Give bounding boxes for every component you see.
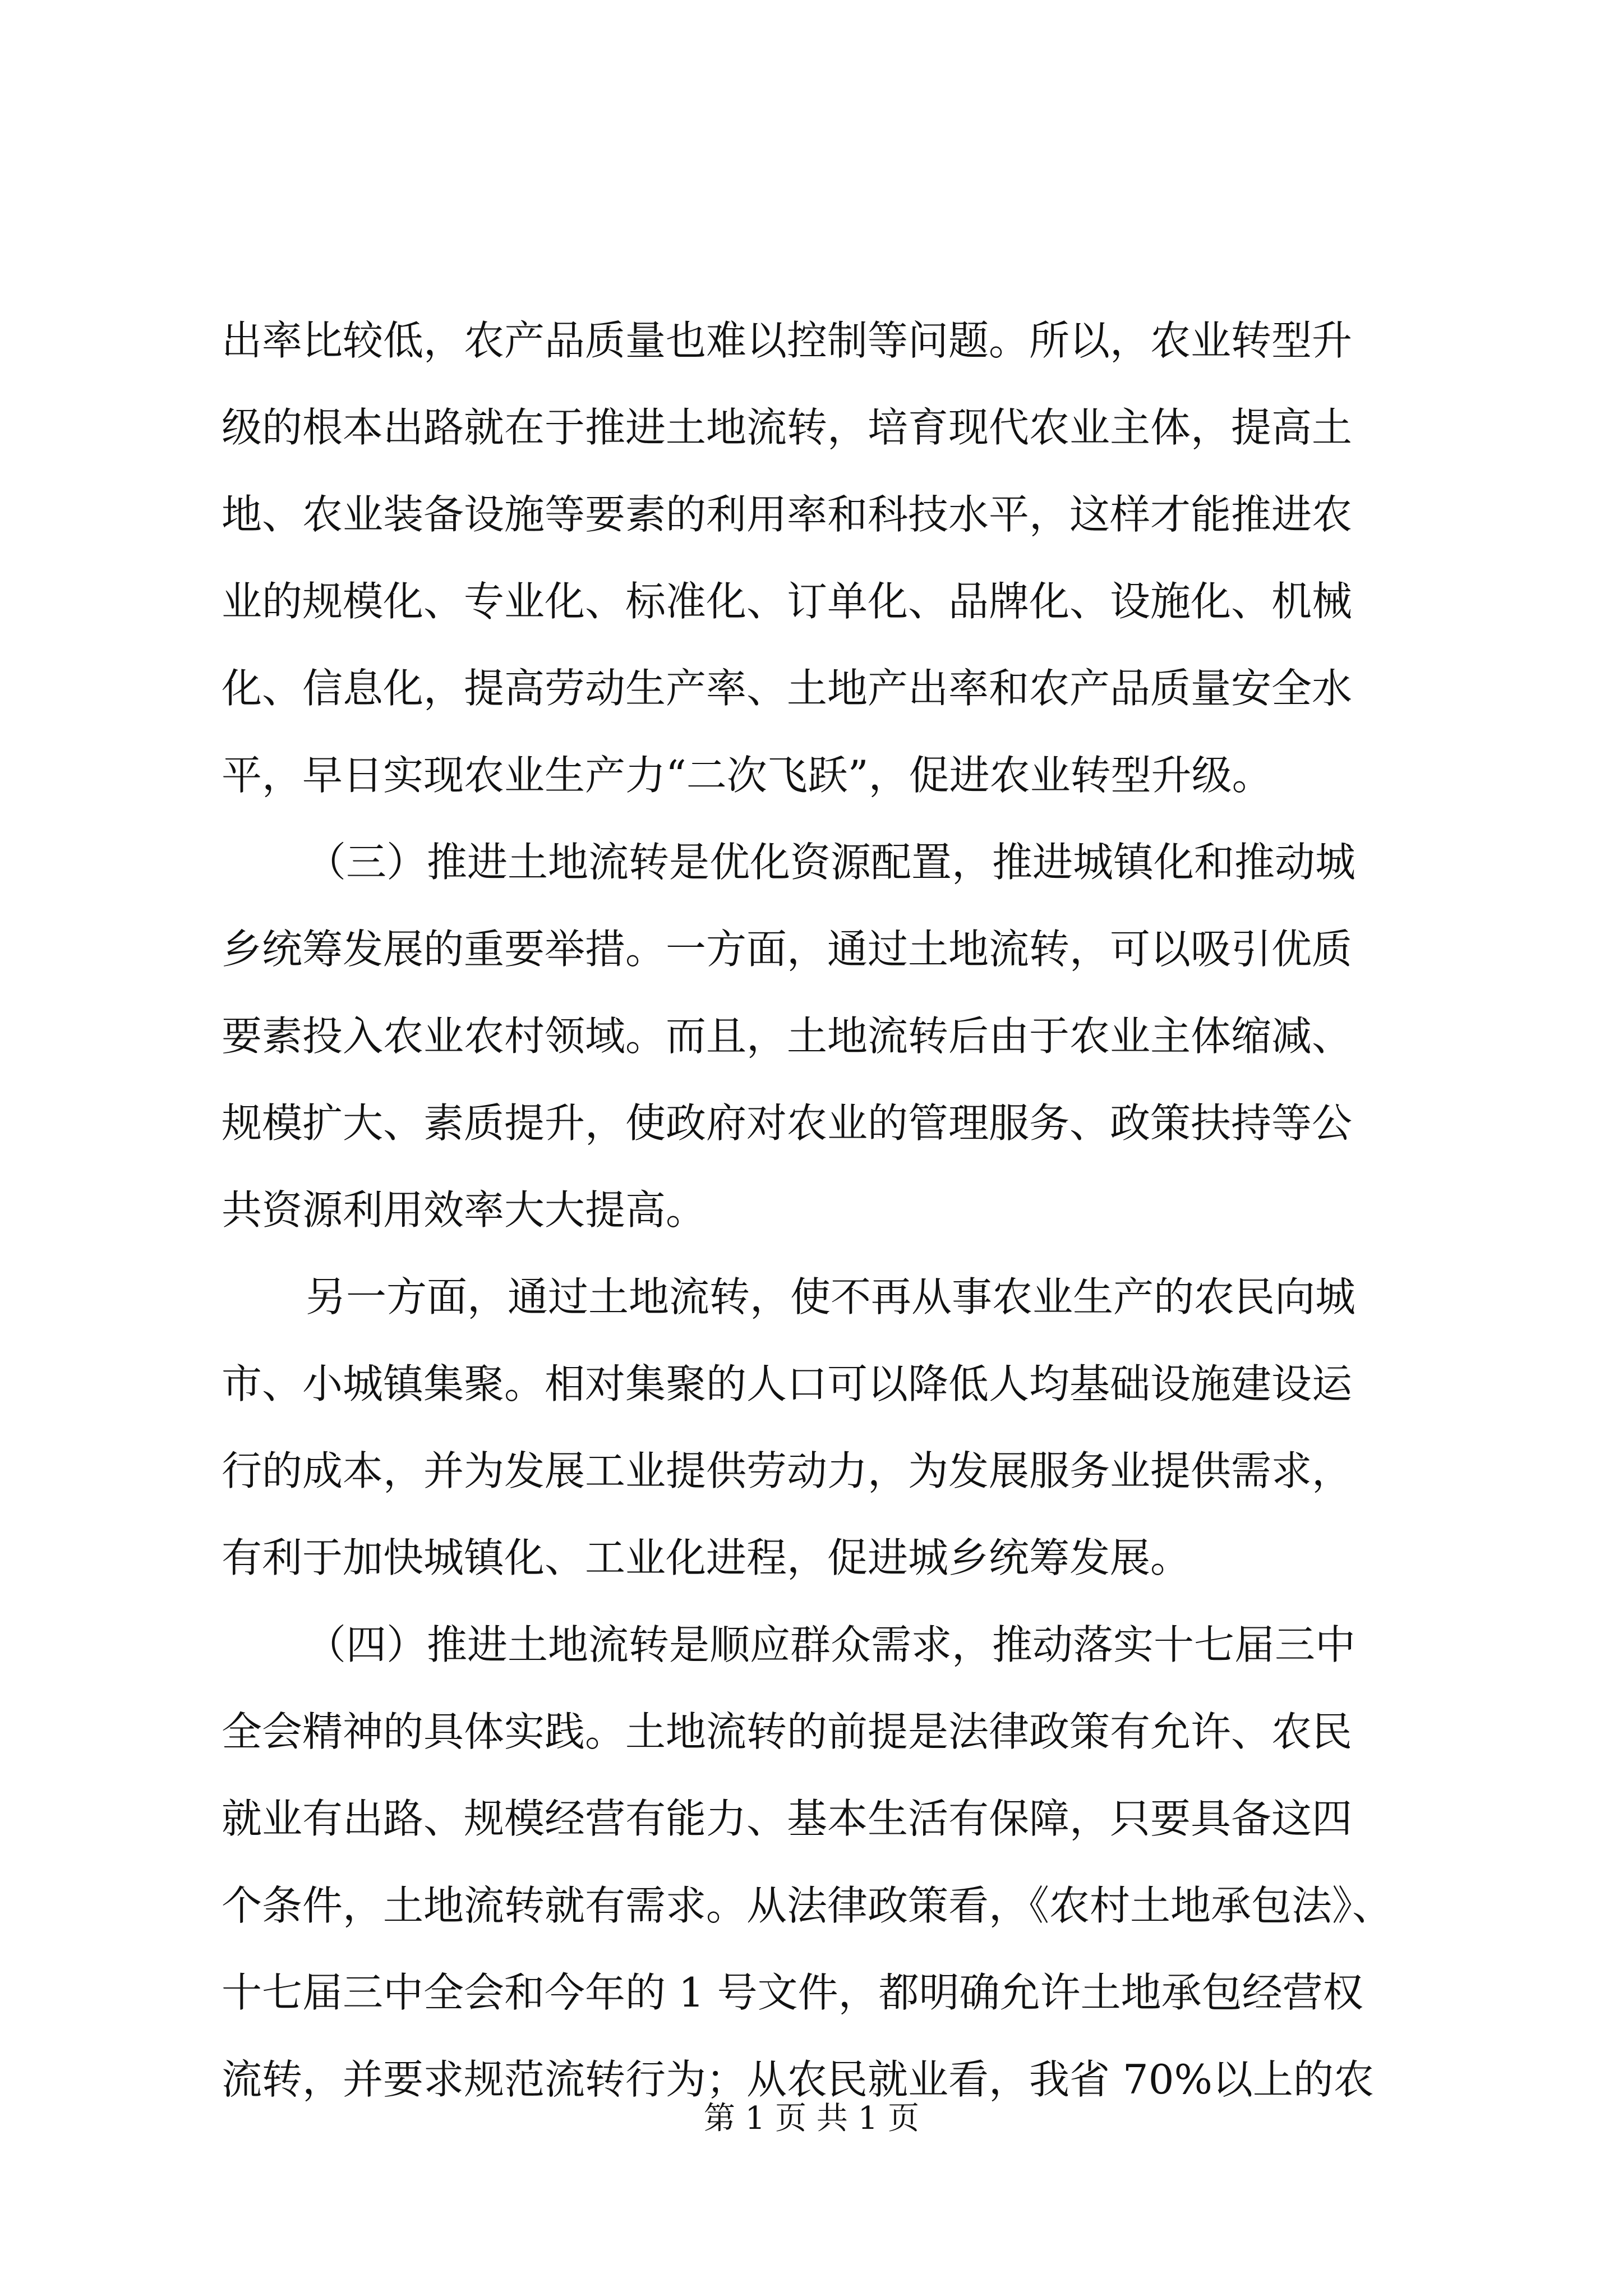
text-line: 规模扩大、素质提升，使政府对农业的管理服务、政策扶持等公 xyxy=(222,1099,1353,1147)
text-line: 个条件，土地流转就有需求。从法律政策看，《农村土地承包法》、 xyxy=(222,1882,1393,1929)
text-line: 流转，并要求规范流转行为；从农民就业看，我省 70%以上的农 xyxy=(222,2056,1374,2103)
text-line: 业的规模化、专业化、标准化、订单化、品牌化、设施化、机械 xyxy=(222,578,1353,625)
text-line: 地、农业装备设施等要素的利用率和科技水平，这样才能推进农 xyxy=(222,491,1353,538)
paragraph-start-line: （三）推进土地流转是优化资源配置，推进城镇化和推动城 xyxy=(306,839,1356,886)
text-line: 化、信息化，提高劳动生产率、土地产出率和农产品质量安全水 xyxy=(222,665,1353,712)
text-line: 市、小城镇集聚。相对集聚的人口可以降低人均基础设施建设运 xyxy=(222,1360,1353,1407)
text-line: 有利于加快城镇化、工业化进程，促进城乡统筹发展。 xyxy=(222,1534,1191,1581)
text-line: 乡统筹发展的重要举措。一方面，通过土地流转，可以吸引优质 xyxy=(222,926,1353,973)
body-text xyxy=(222,297,1433,2123)
text-line: 就业有出路、规模经营有能力、基本生活有保障，只要具备这四 xyxy=(222,1795,1353,1842)
text-line: 平，早日实现农业生产力“二次飞跃”，促进农业转型升级。 xyxy=(222,752,1272,799)
text-line: 十七届三中全会和今年的 1 号文件，都明确允许土地承包经营权 xyxy=(222,1969,1363,2016)
paragraph-start-line: （四）推进土地流转是顺应群众需求，推动落实十七届三中 xyxy=(306,1621,1356,1668)
page-footer xyxy=(0,2099,1623,2138)
text-line: 级的根本出路就在于推进土地流转，培育现代农业主体，提高土 xyxy=(222,404,1353,451)
text-line: 全会精神的具体实践。土地流转的前提是法律政策有允许、农民 xyxy=(222,1708,1353,1755)
text-line: 行的成本，并为发展工业提供劳动力，为发展服务业提供需求， xyxy=(222,1447,1353,1494)
page-number: 第 1 页 共 1 页 xyxy=(703,2100,920,2137)
paragraph-start-line: 另一方面，通过土地流转，使不再从事农业生产的农民向城 xyxy=(306,1273,1356,1320)
text-line: 要素投入农业农村领域。而且，土地流转后由于农业主体缩减、 xyxy=(222,1013,1353,1060)
text-line: 出率比较低，农产品质量也难以控制等问题。所以，农业转型升 xyxy=(222,317,1353,364)
text-line: 共资源利用效率大大提高。 xyxy=(222,1186,707,1234)
